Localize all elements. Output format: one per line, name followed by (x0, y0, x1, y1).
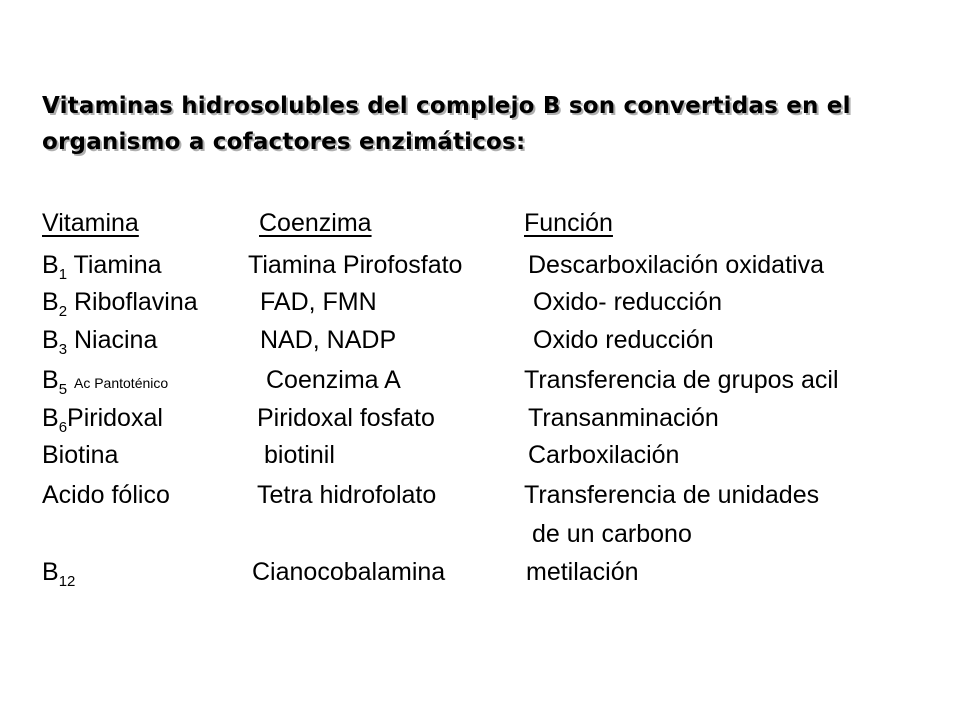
function-b3: Oxido reducción (533, 326, 714, 354)
vitamin-biotina: Biotina (42, 441, 119, 469)
title-line-1: Vitaminas hidrosolubles del complejo B son convertidas en el (42, 93, 851, 119)
coenzyme-b5: Coenzima A (266, 366, 401, 394)
coenzyme-biotina: biotinil (264, 441, 335, 469)
coenzyme-b12: Cianocobalamina (252, 558, 446, 586)
coenzyme-b6: Piridoxal fosfato (257, 404, 435, 432)
vitamin-b5: $B_5$ Ac Pantoténico (42, 366, 169, 398)
vitamin-b3: $B_3$ Niacina (42, 326, 158, 358)
function-b6: Transanminación (528, 404, 719, 432)
vitamin-b2: $B_2$ Riboflavina (42, 288, 198, 320)
vitamin-b12: $B_{12}$ (42, 558, 76, 590)
vitamin-acido-folico: Acido fólico (42, 481, 170, 509)
vitamin-b1: $B_1$ Tiamina (42, 251, 162, 283)
function-b2: Oxido- reducción (533, 288, 722, 316)
title-line-2: organismo a cofactores enzimáticos: (42, 129, 526, 155)
slide-title (42, 88, 942, 160)
function-b5: Transferencia de grupos acil (524, 366, 839, 394)
function-b1: Descarboxilación oxidativa (528, 251, 824, 279)
function-acido-folico-continued: de un carbono (532, 520, 692, 548)
vitamin-b6: $B_6Piridoxal$ (42, 404, 163, 436)
coenzyme-b2: FAD, FMN (260, 288, 377, 316)
coenzyme-acido-folico: Tetra hidrofolato (257, 481, 437, 509)
header-vitamina: Vitamina (42, 209, 139, 237)
function-biotina: Carboxilación (528, 441, 680, 469)
header-funcion: Función (524, 209, 613, 237)
header-coenzima: Coenzima (259, 209, 372, 237)
coenzyme-b1: Tiamina Pirofosfato (248, 251, 463, 279)
function-acido-folico: Transferencia de unidades (524, 481, 820, 509)
coenzyme-b3: NAD, NADP (260, 326, 397, 354)
function-b12: metilación (526, 558, 639, 586)
